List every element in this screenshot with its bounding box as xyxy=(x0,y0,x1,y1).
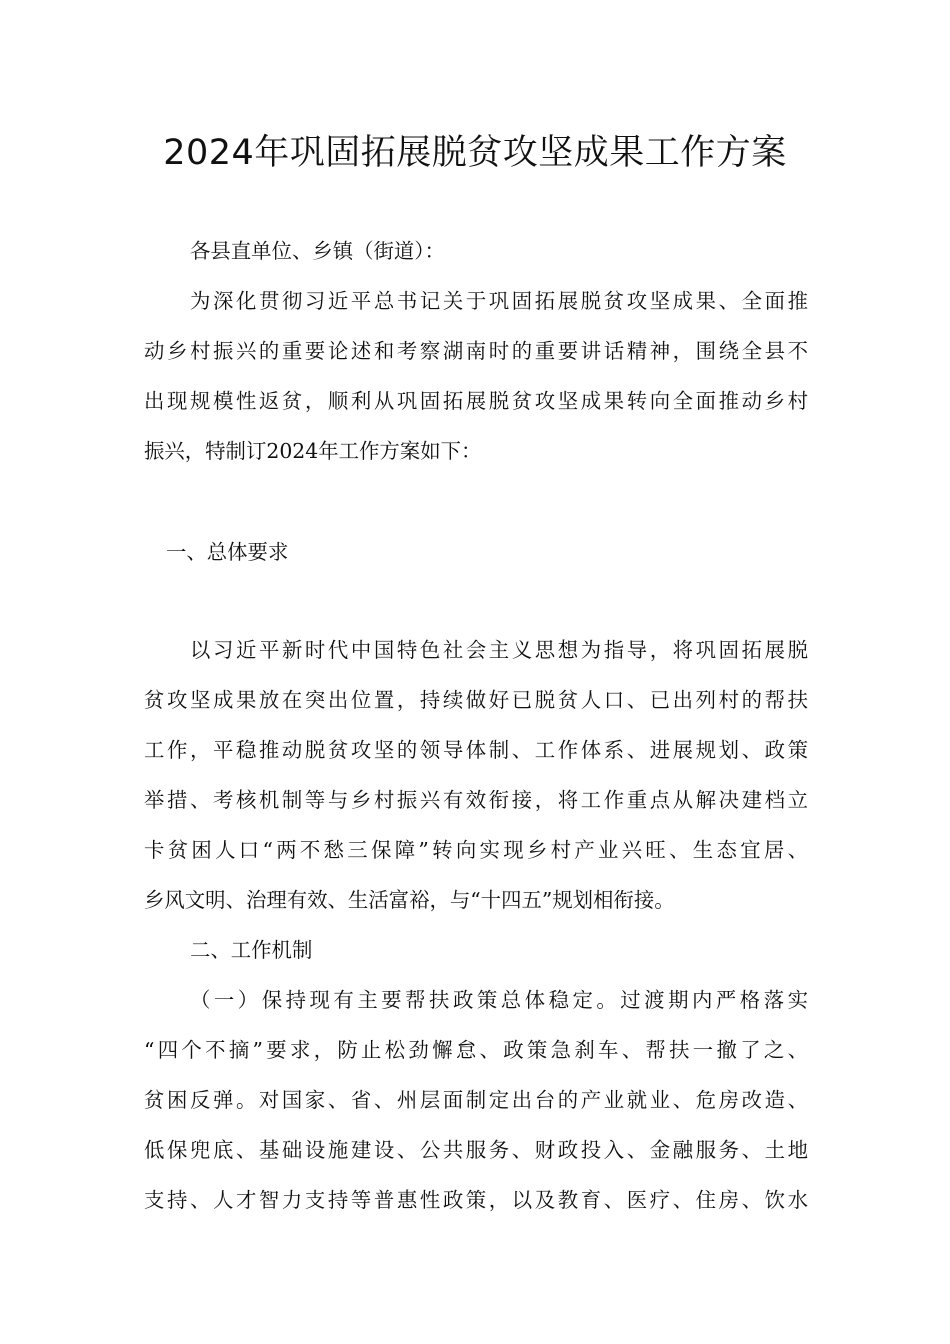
intro-line: 振兴，特制订2024年工作方案如下： xyxy=(144,439,482,463)
intro-line: 出现规模性返贫，顺利从巩固拓展脱贫攻坚成果转向全面推动乡村 xyxy=(144,389,808,413)
paragraph-line: 贫困反弹。对国家、省、州层面制定出台的产业就业、危房改造、 xyxy=(144,1088,808,1112)
paragraph-line: （一）保持现有主要帮扶政策总体稳定。过渡期内严格落实 xyxy=(190,988,808,1012)
document-title: 2024年巩固拓展脱贫攻坚成果工作方案 xyxy=(163,133,787,173)
intro-line: 动乡村振兴的重要论述和考察湖南时的重要讲话精神，围绕全县不 xyxy=(144,339,808,363)
paragraph-line: 乡风文明、治理有效、生活富裕，与“十四五”规划相衔接。 xyxy=(144,888,675,912)
paragraph-line: “四个不摘”要求，防止松劲懈怠、政策急刹车、帮扶一撤了之、 xyxy=(144,1038,808,1062)
salutation: 各县直单位、乡镇（街道）： xyxy=(190,239,445,263)
intro-line: 为深化贯彻习近平总书记关于巩固拓展脱贫攻坚成果、全面推 xyxy=(190,289,808,313)
paragraph-line: 举措、考核机制等与乡村振兴有效衔接，将工作重点从解决建档立 xyxy=(144,788,808,812)
paragraph-line: 支持、人才智力支持等普惠性政策，以及教育、医疗、住房、饮水 xyxy=(144,1188,808,1212)
section-heading: 二、工作机制 xyxy=(190,938,313,962)
section-heading: 一、总体要求 xyxy=(166,540,289,564)
paragraph-line: 卡贫困人口“两不愁三保障”转向实现乡村产业兴旺、生态宜居、 xyxy=(144,838,808,862)
paragraph-line: 贫攻坚成果放在突出位置，持续做好已脱贫人口、已出列村的帮扶 xyxy=(144,688,808,712)
paragraph-line: 以习近平新时代中国特色社会主义思想为指导，将巩固拓展脱 xyxy=(190,638,808,662)
paragraph-line: 工作，平稳推动脱贫攻坚的领导体制、工作体系、进展规划、政策 xyxy=(144,738,808,762)
paragraph-line: 低保兜底、基础设施建设、公共服务、财政投入、金融服务、土地 xyxy=(144,1138,808,1162)
